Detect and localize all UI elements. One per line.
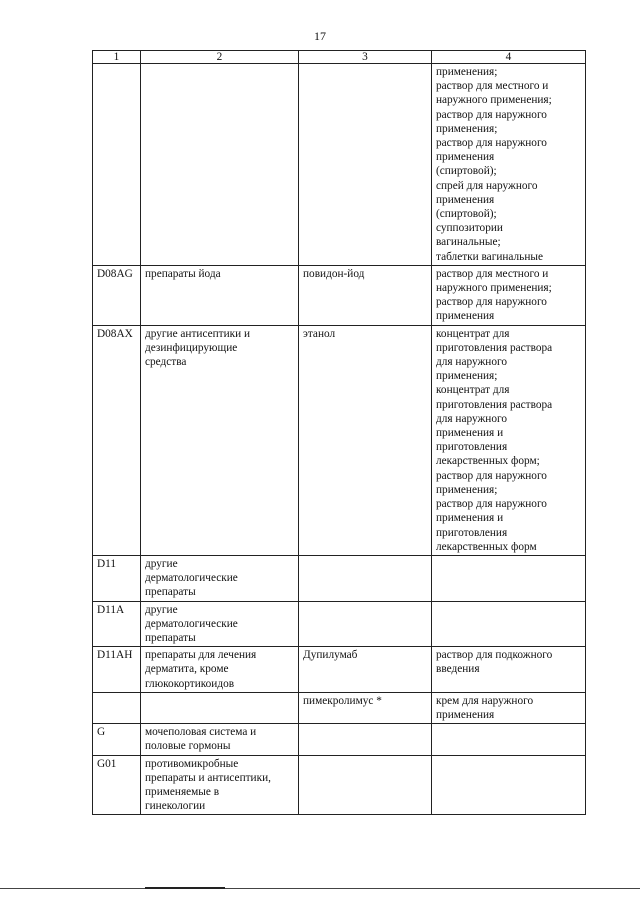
cell-group-line: средства	[145, 356, 187, 369]
cell-forms-line: для наружного	[436, 356, 507, 369]
cell-drug	[299, 724, 432, 755]
cell-group-line: другие	[145, 603, 178, 616]
cell-forms	[432, 64, 586, 266]
cell-drug	[299, 265, 432, 325]
cell-forms-line: применения	[436, 151, 495, 164]
cell-forms-line: лекарственных форм	[436, 540, 537, 553]
table-row	[93, 724, 586, 755]
table-row	[93, 692, 586, 723]
cell-drug	[299, 64, 432, 266]
cell-forms-line: вагинальные;	[436, 236, 501, 249]
cell-forms-line: применения;	[436, 483, 498, 496]
column-header-3: 3	[299, 51, 432, 64]
cell-forms-line: раствор для наружного	[436, 296, 547, 309]
column-header-4: 4	[432, 51, 586, 64]
cell-forms-line: раствор для наружного	[436, 137, 547, 150]
column-header-2: 2	[141, 51, 299, 64]
footer-divider	[0, 888, 640, 889]
cell-code: G01	[93, 755, 141, 815]
cell-code	[93, 64, 141, 266]
cell-forms-line: применения;	[436, 122, 498, 135]
cell-forms-line: концентрат для	[436, 384, 510, 397]
cell-forms-line: наружного применения;	[436, 282, 552, 295]
cell-forms-line: применения	[436, 310, 495, 323]
cell-group-line: дезинфицирующие	[145, 341, 238, 354]
cell-group-line: дерматологические	[145, 617, 238, 630]
cell-forms-line: применения	[436, 708, 495, 721]
cell-code: D08AX	[93, 325, 141, 555]
cell-drug	[299, 755, 432, 815]
cell-drug	[299, 692, 432, 723]
cell-group	[141, 724, 299, 755]
cell-forms-line: наружного применения;	[436, 94, 552, 107]
cell-group	[141, 325, 299, 555]
cell-forms-line: раствор для местного и	[436, 80, 549, 93]
cell-group-line: препараты для лечения	[145, 649, 257, 662]
cell-forms-line: раствор для местного и	[436, 267, 549, 280]
table-row	[93, 555, 586, 601]
cell-forms-line: крем для наружного	[436, 694, 534, 707]
cell-forms	[432, 555, 586, 601]
cell-forms-line: концентрат для	[436, 327, 510, 340]
cell-drug	[299, 601, 432, 647]
cell-code: G	[93, 724, 141, 755]
cell-group-line: гинекологии	[145, 800, 206, 813]
table-row	[93, 325, 586, 555]
cell-group-line: половые гормоны	[145, 740, 231, 753]
footer-mark	[145, 887, 225, 889]
cell-group-line: другие антисептики и	[145, 327, 251, 340]
cell-group	[141, 755, 299, 815]
cell-forms-line: раствор для подкожного	[436, 649, 553, 662]
table-row	[93, 647, 586, 693]
cell-drug-line: пимекролимус *	[303, 694, 382, 707]
cell-group-line: противомикробные	[145, 757, 239, 770]
cell-group	[141, 265, 299, 325]
cell-drug	[299, 325, 432, 555]
cell-code: D11	[93, 555, 141, 601]
table-row	[93, 755, 586, 815]
cell-group	[141, 601, 299, 647]
cell-group	[141, 64, 299, 266]
cell-forms-line: применения и	[436, 427, 504, 440]
cell-group	[141, 692, 299, 723]
cell-forms	[432, 325, 586, 555]
cell-drug	[299, 647, 432, 693]
cell-forms-line: для наружного	[436, 412, 507, 425]
cell-forms-line: приготовления раствора	[436, 341, 553, 354]
table-body	[93, 51, 586, 815]
cell-group-line: дерматологические	[145, 572, 238, 585]
cell-forms-line: спрей для наружного	[436, 179, 538, 192]
cell-forms	[432, 755, 586, 815]
cell-group-line: препараты йода	[145, 267, 221, 280]
page-number: 17	[314, 29, 326, 43]
cell-forms-line: раствор для наружного	[436, 469, 547, 482]
cell-forms-line: раствор для наружного	[436, 498, 547, 511]
cell-drug-line: повидон-йод	[303, 267, 365, 280]
cell-forms	[432, 601, 586, 647]
cell-forms-line: (спиртовой);	[436, 165, 497, 178]
cell-group-line: дерматита, кроме	[145, 663, 229, 676]
cell-group-line: препараты	[145, 631, 196, 644]
cell-forms	[432, 647, 586, 693]
drug-table	[92, 50, 586, 815]
cell-forms-line: применения	[436, 193, 495, 206]
cell-code: D08AG	[93, 265, 141, 325]
cell-group	[141, 555, 299, 601]
cell-forms-line: применения;	[436, 66, 498, 78]
cell-forms	[432, 265, 586, 325]
cell-forms-line: раствор для наружного	[436, 108, 547, 121]
table-row	[93, 64, 586, 266]
cell-forms-line: применения;	[436, 370, 498, 383]
cell-group-line: препараты	[145, 586, 196, 599]
cell-forms	[432, 724, 586, 755]
table-row	[93, 601, 586, 647]
table-header-row	[93, 51, 586, 64]
cell-group-line: другие	[145, 557, 178, 570]
cell-code: D11AH	[93, 647, 141, 693]
cell-group-line: препараты и антисептики,	[145, 771, 271, 784]
cell-forms-line: таблетки вагинальные	[436, 250, 543, 263]
cell-forms-line: (спиртовой);	[436, 208, 497, 221]
cell-drug	[299, 555, 432, 601]
cell-code	[93, 692, 141, 723]
cell-forms-line: применения и	[436, 512, 504, 525]
column-header-1: 1	[93, 51, 141, 64]
cell-forms-line: приготовления	[436, 526, 508, 539]
cell-group	[141, 647, 299, 693]
cell-group-line: глюкокортикоидов	[145, 677, 235, 690]
table-row	[93, 265, 586, 325]
cell-group-line: мочеполовая система и	[145, 726, 257, 739]
cell-forms-line: приготовления раствора	[436, 398, 553, 411]
cell-group-line: применяемые в	[145, 785, 220, 798]
cell-code: D11A	[93, 601, 141, 647]
cell-forms-line: лекарственных форм;	[436, 455, 540, 468]
cell-forms	[432, 692, 586, 723]
cell-drug-line: этанол	[303, 327, 336, 340]
cell-forms-line: суппозитории	[436, 222, 503, 235]
cell-forms-line: приготовления	[436, 441, 508, 454]
cell-forms-line: введения	[436, 663, 480, 676]
cell-drug-line: Дупилумаб	[303, 649, 358, 662]
